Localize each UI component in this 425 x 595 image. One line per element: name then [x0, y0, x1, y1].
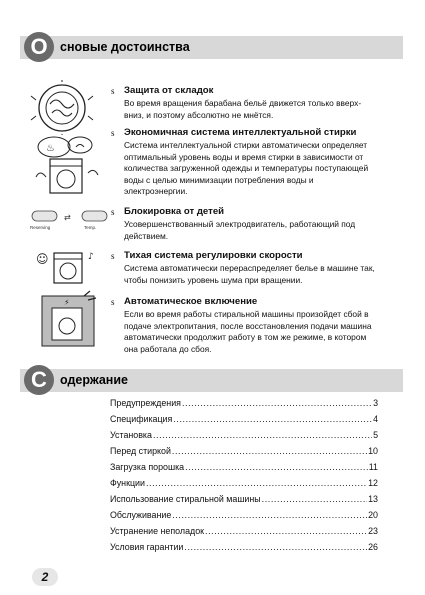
drum-clothes-illustration	[28, 80, 98, 135]
feature-title: Экономичная система интеллектуальной стирки	[124, 127, 357, 138]
section-title: сновые достоинства	[60, 40, 190, 54]
svg-text:♪: ♪	[88, 252, 94, 262]
toc-entry[interactable]: Загрузка порошка ..... 11	[110, 462, 378, 472]
child-lock-panel-illustration	[30, 207, 110, 237]
feature-auto-restart: s Автоматическое включение Если во время работы стиральной машины произойдет сбой в подаче электропитания, после восстановления подачи машина автоматически продолжит работу в том же режиме, в котором она работала до сбоя.	[111, 296, 381, 355]
feature-description: Во время вращения барабана бельё движется только вверх- вниз, и поэтому абсолютно не мнётся.	[124, 98, 362, 120]
page-number: 2	[32, 568, 58, 586]
reserving-label: Reserving	[30, 225, 51, 230]
toc-entry[interactable]: Спецификация ..... 4	[110, 414, 378, 424]
toc-entry[interactable]: Устранение неполадок ..... 23	[110, 526, 378, 536]
temp-label: Temp.	[84, 225, 97, 230]
feature-description: Система автоматически перераспределяет белье в машине так, чтобы понизить уровень шума при вращении.	[124, 263, 375, 285]
washer-thinking-illustration	[28, 135, 108, 197]
feature-title: Защита от складок	[124, 85, 214, 96]
section-initial-badge: С	[24, 365, 54, 395]
toc-entry[interactable]: Предупреждения ..... 3	[110, 398, 378, 408]
svg-text:⇄: ⇄	[64, 213, 71, 222]
toc-entry[interactable]: Перед стиркой ..... 10	[110, 446, 378, 456]
feature-description: Система интеллектуальной стирки автоматически определяет оптимальный уровень воды и время стирки в зависимости от количества загруженной одежды и температуры поступающей воды с целью минимизации потребления воды и электроэнергии.	[124, 140, 369, 196]
feature-wrinkle-protection: s Защита от складок Во время вращения барабана бельё движется только вверх- вниз, и поэтому абсолютно не мнётся.	[111, 85, 381, 121]
toc-entry[interactable]: Условия гарантии ..... 26	[110, 542, 378, 552]
feature-child-lock: s Блокировка от детей Усовершенствованный электродвигатель, работающий под действием.	[111, 206, 381, 242]
section-title: одержание	[60, 373, 128, 387]
toc-entry[interactable]: Использование стиральной машины ..... 13	[110, 494, 378, 504]
feature-description: Если во время работы стиральной машины произойдет сбой в подаче электропитания, после восстановления подачи машина автоматически продолжит работу в том же режиме, в котором она работала до сбоя.	[124, 309, 372, 354]
feature-quiet-speed: s Тихая система регулировки скорости Система автоматически перераспределяет белье в машине так, чтобы понизить уровень шума при вращении.	[111, 250, 381, 286]
toc-entry[interactable]: Установка ..... 5	[110, 430, 378, 440]
feature-description: Усовершенствованный электродвигатель, работающий под действием.	[124, 219, 356, 241]
feature-smart-wash: s Экономичная система интеллектуальной стирки Система интеллектуальной стирки автоматически определяет оптимальный уровень воды и время стирки в зависимости от количества загруженной одежды и температуры поступающей воды с целью минимизации потребления воды и электроэнергии.	[111, 127, 381, 198]
feature-title: Блокировка от детей	[124, 206, 225, 217]
svg-text:♨: ♨	[46, 143, 55, 154]
svg-text:☺: ☺	[36, 252, 49, 266]
power-restore-illustration	[36, 290, 106, 350]
quiet-washer-illustration	[34, 245, 104, 289]
section-initial-badge: О	[24, 32, 54, 62]
feature-title: Тихая система регулировки скорости	[124, 250, 303, 261]
toc-entry[interactable]: Обслуживание ..... 20	[110, 510, 378, 520]
feature-title: Автоматическое включение	[124, 296, 258, 307]
svg-text:⚡: ⚡	[64, 298, 70, 307]
toc-entry[interactable]: Функции ..... 12	[110, 478, 378, 488]
